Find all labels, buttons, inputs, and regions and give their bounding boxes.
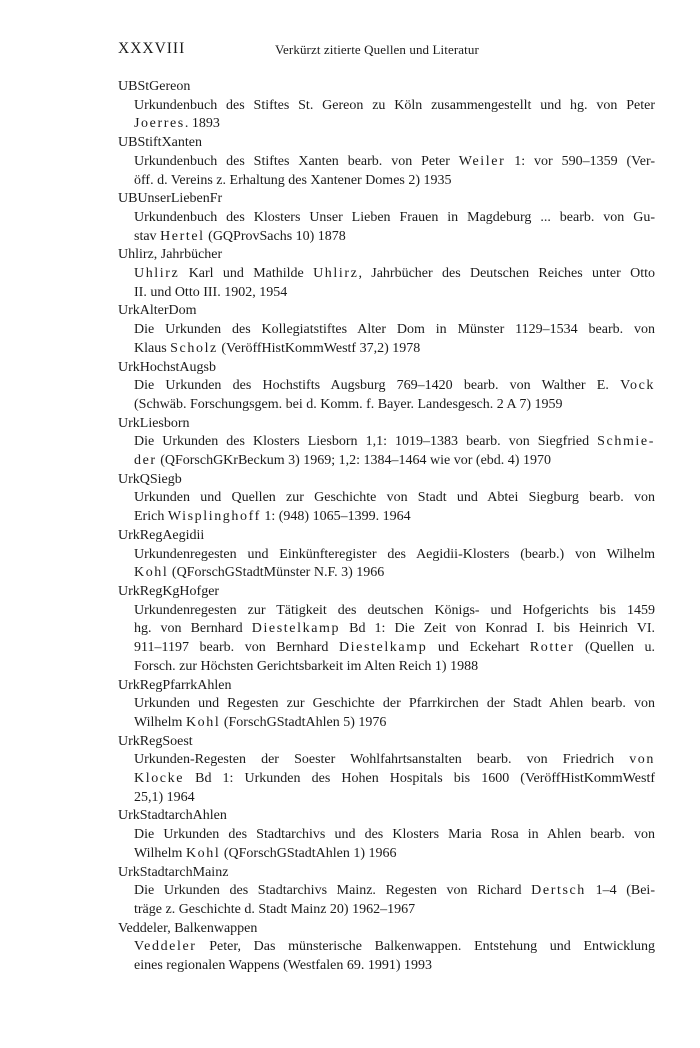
entry-text: , Jahrbücher des Deutschen Reiches unter Otto: [358, 266, 656, 282]
entry-text: (ForschGStadtAhlen 5) 1976: [220, 714, 387, 730]
entry-text: Forsch. zur Höchsten Gerichtsbarkeit im Alten Reich 1) 1988: [134, 658, 479, 674]
author-name-spaced: Dertsch: [531, 883, 586, 899]
entry-description-line: [118, 115, 655, 134]
bibliography-entry: [118, 415, 655, 471]
entry-description-line: [118, 321, 655, 340]
bibliography-entry: [118, 471, 655, 527]
entry-description-line: [118, 882, 655, 901]
entry-description-line: [118, 639, 655, 658]
entry-text: (QForschGStadtAhlen 1) 1966: [220, 845, 397, 861]
entry-text: Die Urkunden des Hochstifts Augsburg 769–1420 bearb. von Walther E.: [134, 378, 621, 394]
entry-text: (VeröffHistKommWestf 37,2) 1978: [217, 340, 421, 356]
entry-text: 1: (948) 1065–1399. 1964: [260, 509, 411, 525]
author-name-spaced: Diestelkamp: [338, 640, 428, 656]
entry-siglum: UrkHochstAugsb: [118, 359, 216, 375]
bibliography-entry: [118, 246, 655, 302]
entry-text: und Eckehart: [427, 640, 530, 656]
entry-description-line: [118, 396, 655, 415]
entry-description-line: [118, 153, 655, 172]
entry-text: träge z. Geschichte d. Stadt Mainz 20) 1962–1967: [134, 901, 416, 917]
entry-description-line: [118, 452, 655, 471]
bibliography-entry: [118, 920, 655, 976]
entry-description-line: [118, 901, 655, 920]
entry-text: II. und Otto III. 1902, 1954: [134, 284, 288, 300]
author-name-spaced: Kohl: [185, 845, 221, 861]
author-name-spaced: Weiler: [458, 153, 506, 169]
entry-siglum: UrkRegKgHofger: [118, 583, 220, 599]
author-name-spaced: Diestelkamp: [251, 621, 341, 637]
entry-text: Erich: [134, 509, 168, 525]
entry-text: hg. von Bernhard: [134, 621, 252, 637]
entry-description-line: [118, 546, 655, 565]
entry-text: 1: vor 590–1359 (Ver-: [505, 153, 655, 169]
page-header: [118, 40, 658, 60]
bibliography-entry: [118, 807, 655, 863]
entry-siglum: UBUnserLiebenFr: [118, 191, 223, 207]
entry-siglum: UrkStadtarchMainz: [118, 864, 229, 880]
author-name-spaced: Hertel: [160, 228, 205, 244]
entry-description-line: [118, 658, 655, 677]
entry-text: 25,1) 1964: [134, 789, 195, 805]
author-name-spaced: Uhlirz: [134, 266, 180, 282]
running-title: Verkürzt zitierte Quellen und Literatur: [275, 42, 479, 57]
entry-siglum: UBStiftXanten: [118, 135, 202, 151]
entry-text: Wilhelm: [134, 714, 186, 730]
entry-text: 911–1197 bearb. von Bernhard: [134, 640, 339, 656]
entry-siglum: UrkLiesborn: [118, 415, 190, 431]
page-number: XXXVIII: [118, 40, 186, 57]
entry-description-line: [118, 209, 655, 228]
entry-description-line: [118, 433, 655, 452]
bibliography-entry: [118, 864, 655, 920]
entry-description-line: [118, 228, 655, 247]
entry-description-line: [118, 564, 655, 583]
entry-text: (QForschGKrBeckum 3) 1969; 1,2: 1384–1464 wie vor (ebd. 4) 1970: [156, 453, 551, 469]
entry-text: Die Urkunden des Stadtarchivs und des Klosters Maria Rosa in Ahlen bearb. von: [134, 827, 655, 843]
entry-text: Urkunden und Quellen zur Geschichte von Stadt und Abtei Siegburg bearb. von: [134, 490, 655, 506]
author-name-spaced: Scholz: [170, 340, 218, 356]
bibliography-list: [118, 78, 655, 976]
entry-text: Karl und Mathilde: [179, 266, 314, 282]
entry-description-line: [118, 845, 655, 864]
entry-siglum: UrkRegSoest: [118, 733, 193, 749]
entry-description-line: [118, 284, 655, 303]
entry-text: 1–4 (Bei-: [585, 883, 655, 899]
entry-text: (Schwäb. Forschungsgem. bei d. Komm. f. Bayer. Landesgesch. 2 A 7) 1959: [134, 396, 563, 412]
entry-text: Urkundenbuch des Stiftes St. Gereon zu Köln zusammengestellt und hg. von Peter: [134, 97, 655, 113]
entry-text: Urkunden und Regesten zur Geschichte der Pfarrkirchen der Stadt Ahlen bearb. von: [134, 696, 655, 712]
entry-description-line: [118, 602, 655, 621]
entry-text: Urkunden-Regesten der Soester Wohlfahrtsanstalten bearb. von Friedrich: [134, 752, 630, 768]
author-name-spaced: von: [629, 752, 655, 768]
entry-text: Urkundenregesten und Einkünfteregister des Aegidii-Klosters (bearb.) von Wilhelm: [134, 546, 655, 562]
entry-text: Die Urkunden des Stadtarchivs Mainz. Regesten von Richard: [134, 883, 532, 899]
bibliography-entry: [118, 677, 655, 733]
entry-siglum: UBStGereon: [118, 79, 191, 94]
entry-description-line: [118, 751, 655, 770]
entry-siglum: Uhlirz, Jahrbücher: [118, 247, 223, 263]
entry-text: öff. d. Vereins z. Erhaltung des Xantener Domes 2) 1935: [134, 172, 452, 188]
entry-description-line: [118, 957, 655, 976]
author-name-spaced: Schmie-: [597, 434, 655, 450]
bibliography-entry: [118, 134, 655, 190]
entry-description-line: [118, 789, 655, 808]
entry-text: Peter, Das münsterische Balkenwappen. Entstehung und Entwicklung: [196, 939, 655, 955]
entry-description-line: [118, 265, 655, 284]
bibliography-entry: [118, 302, 655, 358]
entry-description-line: [118, 489, 655, 508]
author-name-spaced: Vock: [620, 378, 655, 394]
entry-description-line: [118, 695, 655, 714]
entry-text: Wilhelm: [134, 845, 186, 861]
entry-siglum: Veddeler, Balkenwappen: [118, 920, 258, 936]
entry-description-line: [118, 770, 655, 789]
entry-text: Bd 1: Die Zeit von Konrad I. bis Heinrich VI.: [340, 621, 655, 637]
entry-text: eines regionalen Wappens (Westfalen 69. 1991) 1993: [134, 958, 433, 974]
entry-text: (QForschGStadtMünster N.F. 3) 1966: [168, 565, 385, 581]
entry-text: Klaus: [134, 340, 171, 356]
bibliography-entry: [118, 527, 655, 583]
bibliography-entry: [118, 733, 655, 808]
author-name-spaced: der: [134, 453, 157, 469]
bibliography-entry: [118, 78, 655, 134]
entry-description-line: [118, 508, 655, 527]
entry-text: Die Urkunden des Kollegiatstiftes Alter Dom in Münster 1129–1534 bearb. von: [134, 322, 655, 338]
entry-text: (Quellen u.: [574, 640, 656, 656]
entry-text: (GQProvSachs 10) 1878: [204, 228, 346, 244]
entry-description-line: [118, 620, 655, 639]
author-name-spaced: Kohl: [185, 714, 221, 730]
author-name-spaced: Uhlirz: [313, 266, 359, 282]
entry-siglum: UrkRegPfarrkAhlen: [118, 677, 232, 693]
bibliography-entry: [118, 359, 655, 415]
entry-text: . 1893: [184, 116, 220, 132]
entry-siglum: UrkQSiegb: [118, 471, 182, 487]
entry-text: Urkundenbuch des Stiftes Xanten bearb. von Peter: [134, 153, 459, 169]
entry-text: Die Urkunden des Klosters Liesborn 1,1: 1019–1383 bearb. von Siegfried: [134, 434, 598, 450]
entry-text: Bd 1: Urkunden des Hohen Hospitals bis 1600 (VeröffHistKommWestf: [184, 771, 655, 787]
entry-description-line: [118, 714, 655, 733]
author-name-spaced: Rotter: [529, 640, 575, 656]
entry-description-line: [118, 97, 655, 116]
author-name-spaced: Kohl: [134, 565, 169, 581]
entry-description-line: [118, 377, 655, 396]
entry-description-line: [118, 340, 655, 359]
author-name-spaced: Veddeler: [134, 939, 197, 955]
entry-description-line: [118, 172, 655, 191]
bibliography-entry: [118, 583, 655, 677]
entry-text: Urkundenbuch des Klosters Unser Lieben Frauen in Magdeburg ... bearb. von Gu-: [134, 209, 655, 225]
entry-text: Urkundenregesten zur Tätigkeit des deutschen Königs- und Hofgerichts bis 1459: [134, 602, 655, 618]
author-name-spaced: Wisplinghoff: [167, 509, 261, 525]
entry-text: stav: [134, 228, 161, 244]
author-name-spaced: Klocke: [134, 771, 185, 787]
entry-siglum: UrkStadtarchAhlen: [118, 808, 227, 824]
bibliography-entry: [118, 190, 655, 246]
author-name-spaced: Joerres: [134, 116, 185, 132]
entry-siglum: UrkRegAegidii: [118, 527, 205, 543]
entry-siglum: UrkAlterDom: [118, 303, 197, 319]
entry-description-line: [118, 938, 655, 957]
entry-description-line: [118, 826, 655, 845]
